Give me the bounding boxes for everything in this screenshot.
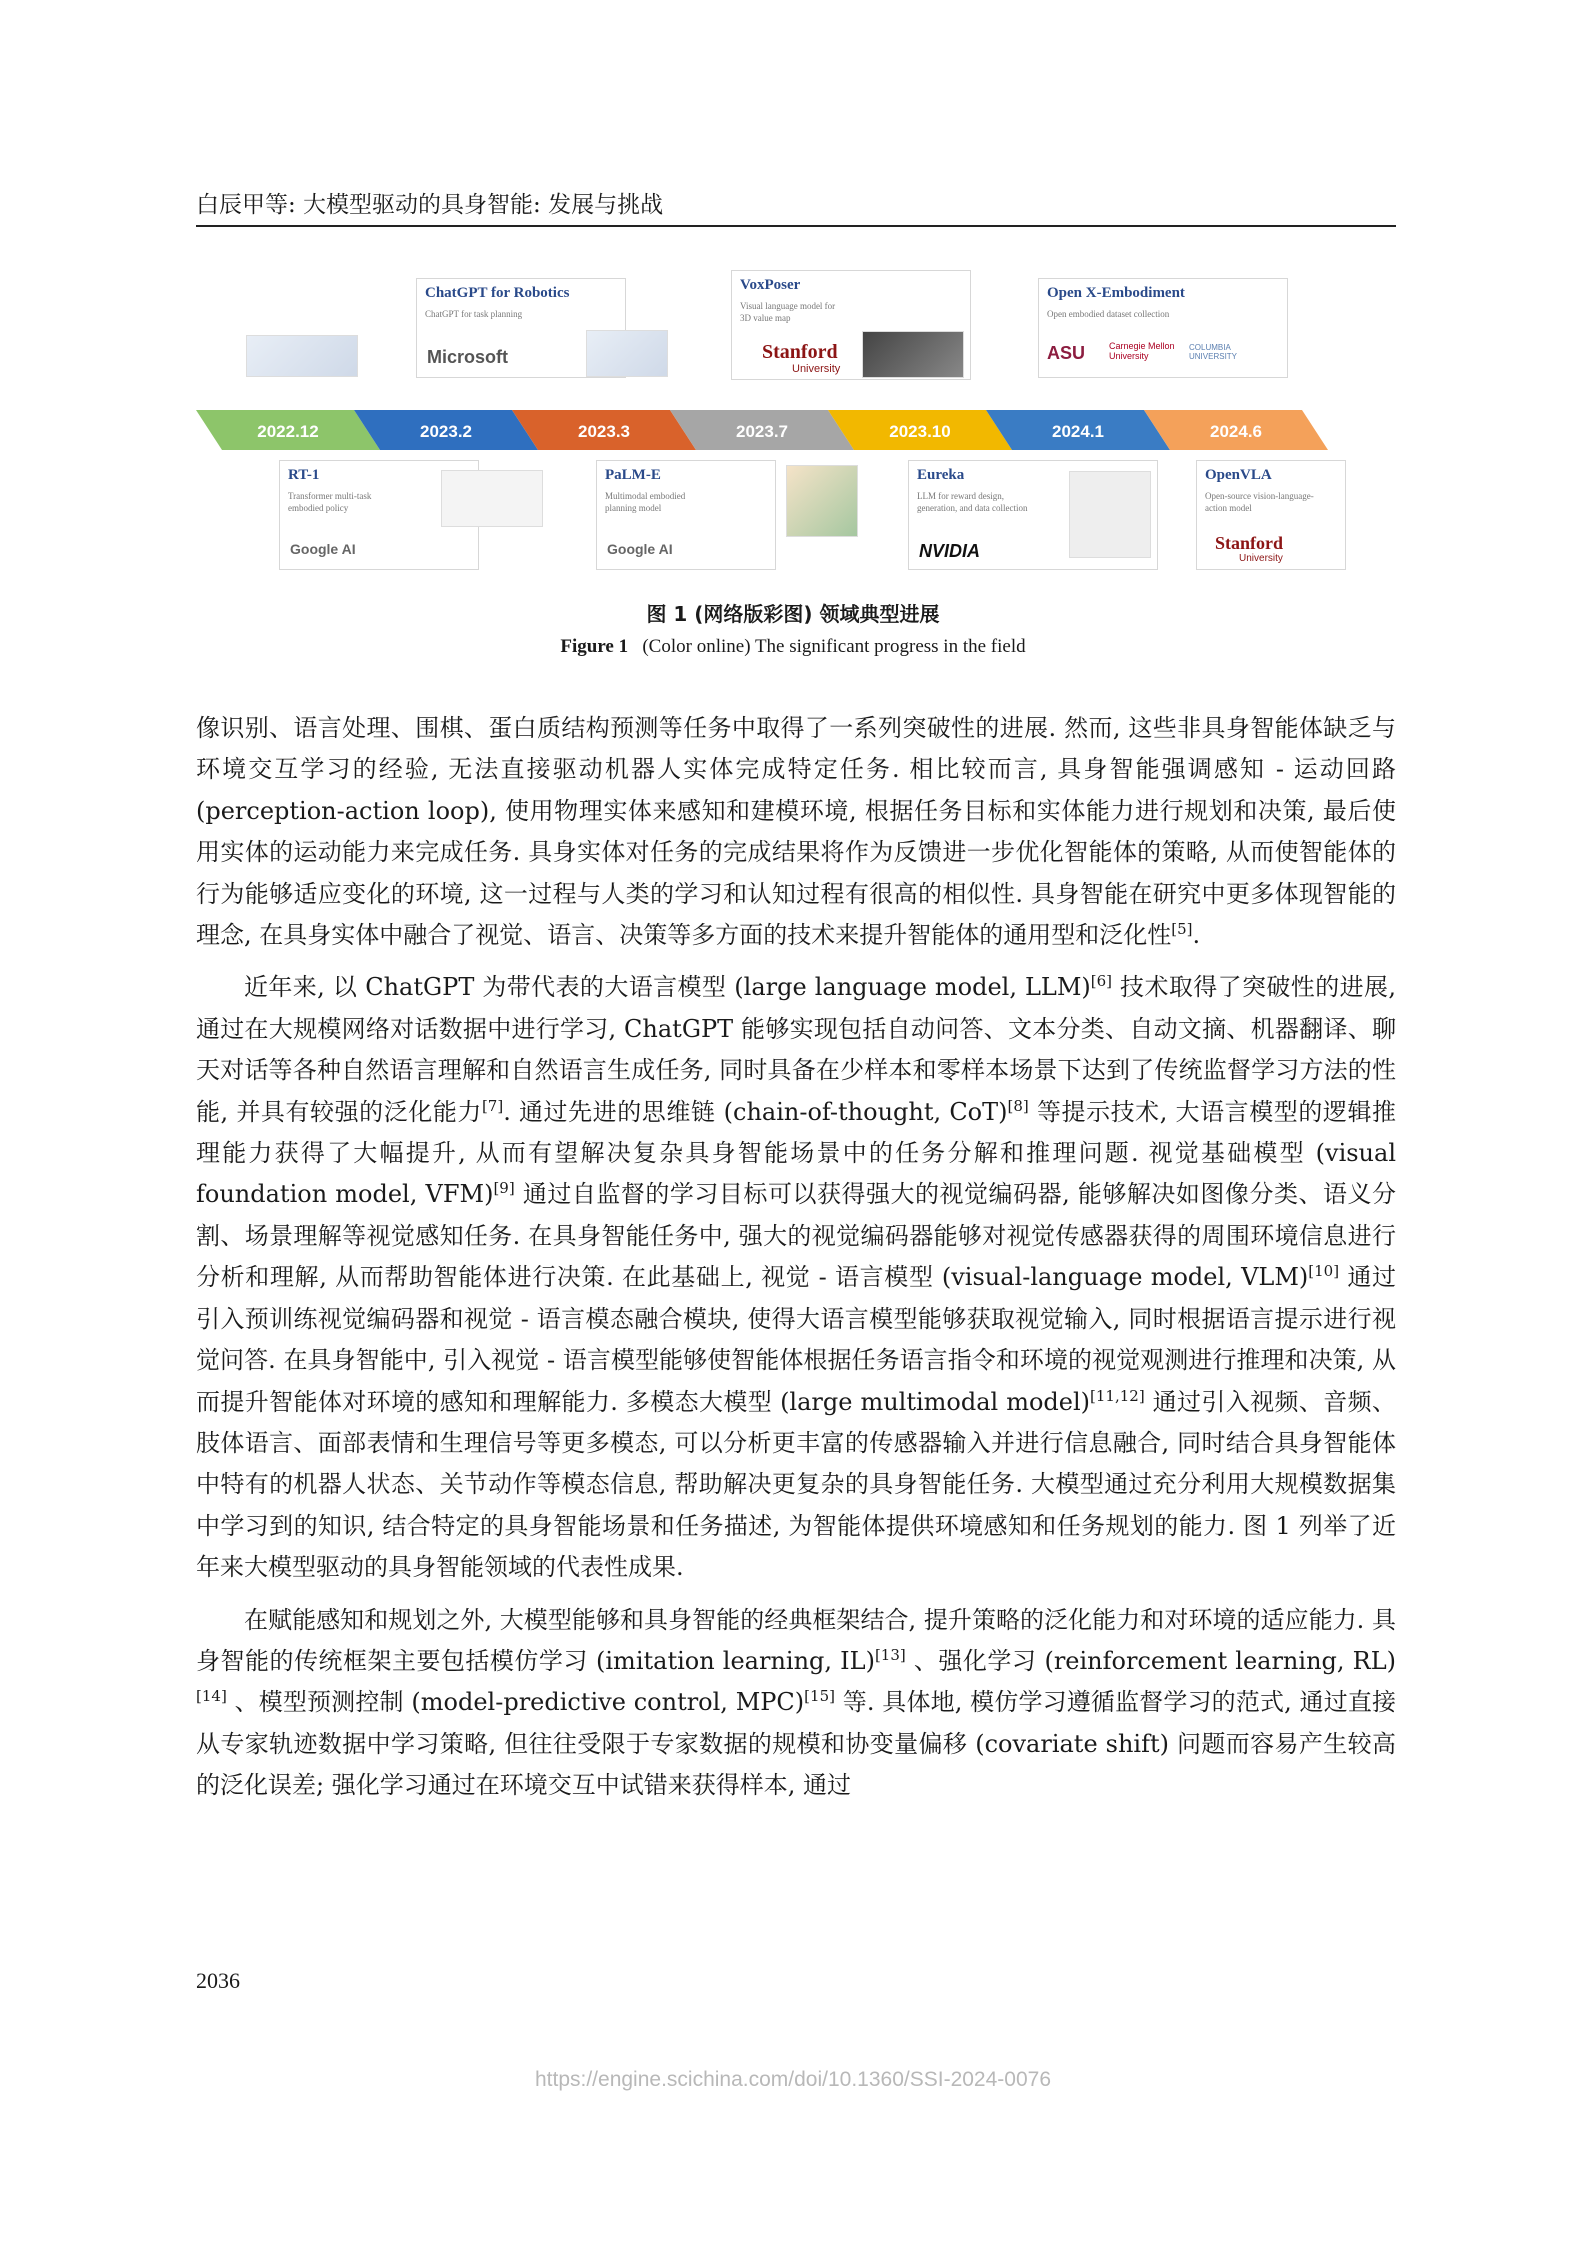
body-text: [196, 708, 1396, 1818]
citation: [7]: [481, 1096, 504, 1115]
citation: [8]: [1007, 1096, 1029, 1115]
card-desc: Transformer multi-task embodied policy: [288, 491, 372, 513]
card-title: Open X-Embodiment: [1047, 285, 1185, 301]
page-number: 2036: [196, 1968, 240, 1993]
figure-caption-cn: 图 1 (网络版彩图) 领域典型进展: [646, 602, 940, 626]
google-ai-logo: Google AI: [290, 541, 356, 557]
google-ai-logo: Google AI: [607, 541, 673, 557]
paragraph-3: [196, 1600, 1396, 1807]
card-title: RT-1: [288, 467, 320, 483]
timeline-date-label: 2022.12: [257, 422, 319, 441]
card-desc: Multimodal embodied planning model: [605, 491, 686, 513]
citation: [9]: [493, 1179, 515, 1198]
columbia-logo: COLUMBIA UNIVERSITY: [1189, 343, 1238, 361]
citation: [6]: [1090, 972, 1113, 991]
figure-caption-en: [0, 636, 1586, 658]
header-rule: [196, 225, 1396, 227]
text: 通过引入视频、音频、肢体语言、面部表情和生理信号等更多模态, 可以分析更丰富的传感器输入并进行信息融合, 同时结合具身智能体中特有的机器人状态、关节动作等模态信息, 帮助解决更复杂的具身智能任务. 大模型通过充分利用大规模数据集中学习到的知识, 结合特定的具身智能场景和任务描述, 为智能体提供环境感知和任务规划的能力. 图 1 列举了近年来大模型驱动的具身智能领域的代表性成果.: [196, 1387, 1396, 1582]
timeline-date-label: 2024.1: [1052, 422, 1104, 441]
citation: [5]: [1171, 920, 1193, 939]
cmu-logo: Carnegie Mellon University: [1109, 341, 1175, 361]
microsoft-logo: Microsoft: [427, 347, 508, 367]
card-desc: Open embodied dataset collection: [1047, 309, 1170, 319]
stanford-logo-sub: University: [1239, 553, 1283, 564]
citation: [13]: [874, 1645, 906, 1664]
nvidia-logo: NVIDIA: [919, 541, 981, 561]
stanford-logo: Stanford: [762, 341, 838, 363]
card-desc: LLM for reward design, generation, and data collection: [917, 491, 1028, 513]
text: 通过自监督的学习目标可以获得强大的视觉编码器, 能够解决如图像分类、语义分割、场景理解等视觉感知任务. 在具身智能任务中, 强大的视觉编码器能够对视觉传感器获得的周围环境信息进行分析和理解, 从而帮助智能体进行决策. 在此基础上, 视觉 - 语言模型 (visual-language model, VLM): [196, 1180, 1397, 1292]
footer-url: https://engine.scichina.com/doi/10.1360/SSI-2024-0076: [534, 2068, 1051, 2091]
text: 等提示技术, 大语言模型的逻辑推理能力获得了大幅提升, 从而有望解决复杂具身智能场景中的任务分解和推理问题. 视觉基础模型 (visual foundation model, VFM): [196, 1097, 1396, 1209]
card-title: PaLM-E: [605, 467, 661, 483]
paragraph-2: [196, 967, 1396, 1588]
text: 、强化学习 (reinforcement learning, RL): [905, 1646, 1397, 1675]
card-eureka: [908, 460, 1158, 570]
asu-logo: ASU: [1047, 343, 1086, 363]
voxposer-image: [862, 331, 964, 378]
text: 近年来, 以 ChatGPT 为带代表的大语言模型 (large language model, LLM): [244, 973, 1091, 1002]
stanford-logo-sub: University: [792, 363, 841, 375]
rt1-diagram: [441, 470, 543, 527]
text: 通过引入预训练视觉编码器和视觉 - 语言模态融合模块, 使得大语言模型能够获取视觉输入, 同时根据语言提示进行视觉问答. 在具身智能中, 引入视觉 - 语言模型能够使智能体根据任务语言指令和环境的视觉观测进行推理和决策, 从而提升智能体对环境的感知和理解能力. 多模态大模型 (large multimodal model): [196, 1263, 1396, 1416]
text: 、模型预测控制 (model-predictive control, MPC): [226, 1688, 805, 1717]
text: . 通过先进的思维链 (chain-of-thought, CoT): [503, 1097, 1008, 1126]
card-open-x-embodiment: [1038, 278, 1288, 378]
rt1-image: [246, 335, 358, 377]
timeline-date-label: 2023.3: [578, 422, 630, 441]
card-title: ChatGPT for Robotics: [425, 285, 570, 301]
citation: [11,12]: [1090, 1386, 1145, 1405]
card-title: VoxPoser: [740, 277, 801, 293]
running-header: 白辰甲等: 大模型驱动的具身智能: 发展与挑战: [196, 192, 664, 218]
chatgpt-screenshot: [586, 330, 668, 377]
citation: [10]: [1308, 1262, 1340, 1281]
figure-1: [196, 270, 1396, 580]
figure-label: Figure 1: [560, 636, 629, 657]
eureka-image: [1069, 471, 1151, 558]
text: 在赋能感知和规划之外, 大模型能够和具身智能的经典框架结合, 提升策略的泛化能力和对环境的适应能力. 具身智能的传统框架主要包括模仿学习 (imitation learning, IL): [196, 1605, 1396, 1675]
timeline-date-label: 2024.6: [1210, 422, 1262, 441]
card-title: Eureka: [917, 467, 965, 483]
card-voxposer: [731, 270, 971, 380]
card-desc: ChatGPT for task planning: [425, 309, 523, 319]
citation: [15]: [804, 1687, 835, 1706]
figure-caption-text: (Color online) The significant progress in the field: [642, 636, 1026, 657]
palm-e-image: [786, 465, 858, 537]
text: .: [1192, 921, 1201, 950]
timeline-date-label: 2023.2: [420, 422, 472, 441]
citation: [14]: [196, 1687, 227, 1706]
card-title: OpenVLA: [1205, 467, 1272, 483]
card-openvla: [1196, 460, 1346, 570]
text: 等. 具体地, 模仿学习遵循监督学习的范式, 通过直接从专家轨迹数据中学习策略, 但往往受限于专家数据的规模和协变量偏移 (covariate shift) 问题而容易产生较高的泛化误差; 强化学习通过在环境交互中试错来获得样本, 通过: [196, 1688, 1396, 1800]
paragraph-1: [196, 708, 1396, 956]
text: 技术取得了突破性的进展, 通过在大规模网络对话数据中进行学习, ChatGPT 能够实现包括自动问答、文本分类、自动文摘、机器翻译、聊天对话等各种自然语言理解和自然语言生成任务, 同时具备在少样本和零样本场景下达到了传统监督学习方法的性能, 并具有较强的泛化能力: [196, 973, 1396, 1126]
text: 像识别、语言处理、围棋、蛋白质结构预测等任务中取得了一系列突破性的进展. 然而, 这些非具身智能体缺乏与环境交互学习的经验, 无法直接驱动机器人实体完成特定任务. 相比较而言, 具身智能强调感知 - 运动回路 (perception-action loop), 使用物理实体来感知和建模环境, 根据任务目标和实体能力进行规划和决策, 最后使用实体的运动能力来完成任务. 具身实体对任务的完成结果将作为反馈进一步优化智能体的策略, 从而使智能体的行为能够适应变化的环境, 这一过程与人类的学习和认知过程有很高的相似性. 具身智能在研究中更多体现智能的理念, 在具身实体中融合了视觉、语言、决策等多方面的技术来提升智能体的通用型和泛化性: [196, 714, 1396, 950]
card-desc: Open-source vision-language-action model: [1205, 491, 1314, 513]
stanford-logo: Stanford: [1215, 533, 1284, 553]
card-desc: Visual language model for 3D value map: [740, 301, 836, 323]
timeline-date-label: 2023.7: [736, 422, 788, 441]
timeline-date-label: 2023.10: [889, 422, 951, 441]
card-palm-e: [596, 460, 776, 570]
